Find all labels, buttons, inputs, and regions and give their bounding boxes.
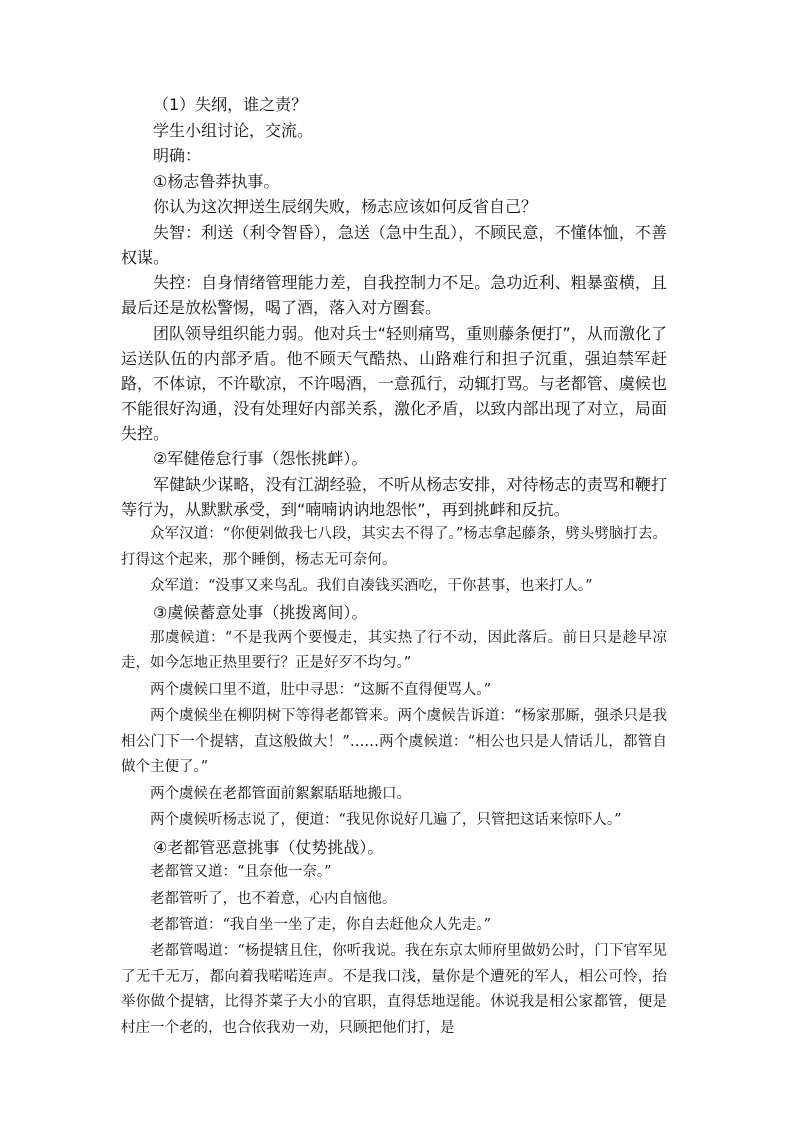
point-heading: ③虞候蓄意处事（挑拨离间）。	[153, 603, 368, 623]
paragraph: 失智：利送（利令智昏），急送（急中生乱），不顾民意，不懂体恤，不善权谋。	[121, 222, 667, 267]
point-heading: ①杨志鲁莽执事。	[153, 171, 280, 191]
quote-paragraph: 两个虞候坐在柳阴树下等得老都管来。两个虞候告诉道：“杨家那厮，强杀只是我相公门下一个提辖，直这般做大！”……两个虞候道：“相公也只是人情话儿，都管自做个主便了。”	[121, 708, 667, 776]
paragraph: 团队领导组织能力弱。他对兵士“轻则痛骂，重则藤条便打”，从而激化了运送队伍的内部矛盾。他不顾天气酷热、山路难行和担子沉重，强迫禁军赶路，不体谅，不许歇凉，不许喝酒，一意孤行，动辄打骂。与老都管、虞候也不能很好沟通，没有处理好内部关系，激化矛盾，以致内部出现了对立，局面失控。	[121, 323, 667, 443]
paragraph: 学生小组讨论，交流。	[153, 120, 314, 140]
quote-paragraph: 众军道：“没事又来鸟乱。我们自凑钱买酒吃，干你甚事，也来打人。”	[150, 577, 593, 594]
paragraph: 你认为这次押送生辰纲失败，杨志应该如何反省自己？	[153, 197, 538, 216]
point-heading: ④老都管恶意挑事（仗势挑战）。	[153, 837, 384, 857]
quote-paragraph: 老都管道：“我自坐一坐了走，你自去赶他众人先走。”	[150, 916, 492, 933]
quote-paragraph: 那虞候道：“不是我两个要慢走，其实热了行不动，因此落后。前日只是趁早凉走，如今怎地正热里要行？正是好歹不均匀。”	[121, 629, 667, 672]
paragraph: 明确：	[153, 146, 202, 165]
quote-paragraph: 两个虞候口里不道，肚中寻思：“这厮不直得便骂人。”	[150, 681, 492, 698]
quote-paragraph: 老都管听了，也不着意，心内自恼他。	[150, 890, 397, 907]
quote-paragraph: 老都管又道：“且奈他一奈。”	[150, 864, 332, 881]
paragraph: 军健缺少谋略，没有江湖经验，不听从杨志安排，对待杨志的责骂和鞭打等行为，从默默承受，到“喃喃讷讷地怨怅”，再到挑衅和反抗。	[121, 474, 667, 519]
heading-question: （1）失纲，谁之责？	[153, 95, 308, 114]
document-page	[121, 92, 667, 1042]
quote-paragraph: 老都管喝道：“杨提辖且住，你听我说。我在东京太师府里做奶公时，门下官军见了无千无万，都向着我喏喏连声。不是我口浅，量你是个遭死的军人，相公可怜，抬举你做个提辖，比得芥菜子大小的官职，直得恁地逞能。休说我是相公家都管，便是村庄一个老的，也合依我劝一劝，只顾把他们打，是	[121, 943, 667, 1037]
quote-paragraph: 众军汉道：“你便剁做我七八段，其实去不得了。”杨志拿起藤条，劈头劈脑打去。打得这个起来，那个睡倒，杨志无可奈何。	[121, 526, 667, 568]
point-heading: ②军健倦怠行事（怨怅挑衅）。	[153, 449, 368, 468]
quote-paragraph: 两个虞候在老都管面前絮絮聒聒地搬口。	[150, 785, 411, 802]
paragraph: 失控：自身情绪管理能力差，自我控制力不足。急功近利、粗暴蛮横，且最后还是放松警惕，喝了酒，落入对方圈套。	[121, 273, 667, 317]
quote-paragraph: 两个虞候听杨志说了，便道：“我见你说好几遍了，只管把这话来惊吓人。”	[150, 812, 622, 829]
